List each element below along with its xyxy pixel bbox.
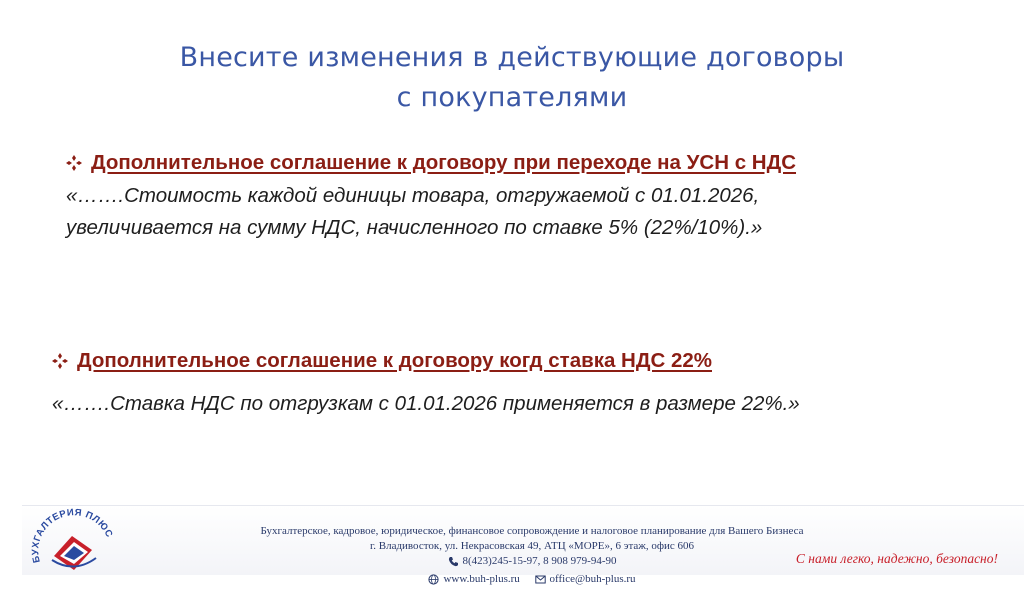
section-heading-text: Дополнительное соглашение к договору при переходе на УСН с НДС bbox=[91, 151, 797, 174]
company-contacts bbox=[222, 524, 842, 590]
phones-text: 8(423)245-15-97, 8 908 979-94-90 bbox=[462, 555, 617, 567]
globe-icon bbox=[428, 574, 439, 585]
address-text: г. Владивосток, ул. Некрасовская 49, АТЦ «МОРЕ», 6 этаж, офис 606 bbox=[369, 540, 695, 552]
svg-text:БУХГАЛТЕРИЯ ПЛЮС: БУХГАЛТЕРИЯ ПЛЮС bbox=[30, 507, 115, 564]
title-line-1: Внесите изменения в действующие договоры bbox=[179, 42, 845, 73]
company-logo bbox=[30, 500, 118, 580]
section-usn-vat bbox=[66, 148, 796, 244]
slogan: С нами легко, надежно, безопасно! bbox=[795, 551, 998, 566]
title-line-2: с покупателями bbox=[396, 82, 628, 113]
section-heading bbox=[52, 346, 800, 376]
email-link[interactable]: office@buh-plus.ru bbox=[549, 573, 636, 585]
services-text: Бухгалтерское, кадровое, юридическое, финансовое сопровождение и налоговое планирование для Вашего Бизнеса bbox=[260, 525, 804, 537]
section-heading bbox=[66, 148, 796, 178]
website-link[interactable]: www.buh-plus.ru bbox=[443, 573, 520, 585]
slide-title bbox=[0, 38, 1024, 118]
diamond-bullet-icon bbox=[66, 155, 82, 171]
phone-icon bbox=[448, 556, 459, 567]
section-vat-22 bbox=[52, 346, 800, 420]
quote-line-2: увеличивается на сумму НДС, начисленного по ставке 5% (22%/10%).» bbox=[66, 216, 763, 239]
quote-line-1: «…….Стоимость каждой единицы товара, отгружаемой с 01.01.2026, bbox=[66, 184, 760, 207]
agreement-quote: «…….Ставка НДС по отгрузкам с 01.01.2026 применяется в размере 22%.» bbox=[52, 392, 800, 415]
section-heading-text: Дополнительное соглашение к договору когд ставка НДС 22% bbox=[77, 349, 712, 372]
mail-icon bbox=[535, 574, 546, 585]
footer bbox=[22, 505, 1024, 585]
diamond-bullet-icon bbox=[52, 353, 68, 369]
agreement-quote bbox=[66, 180, 796, 244]
